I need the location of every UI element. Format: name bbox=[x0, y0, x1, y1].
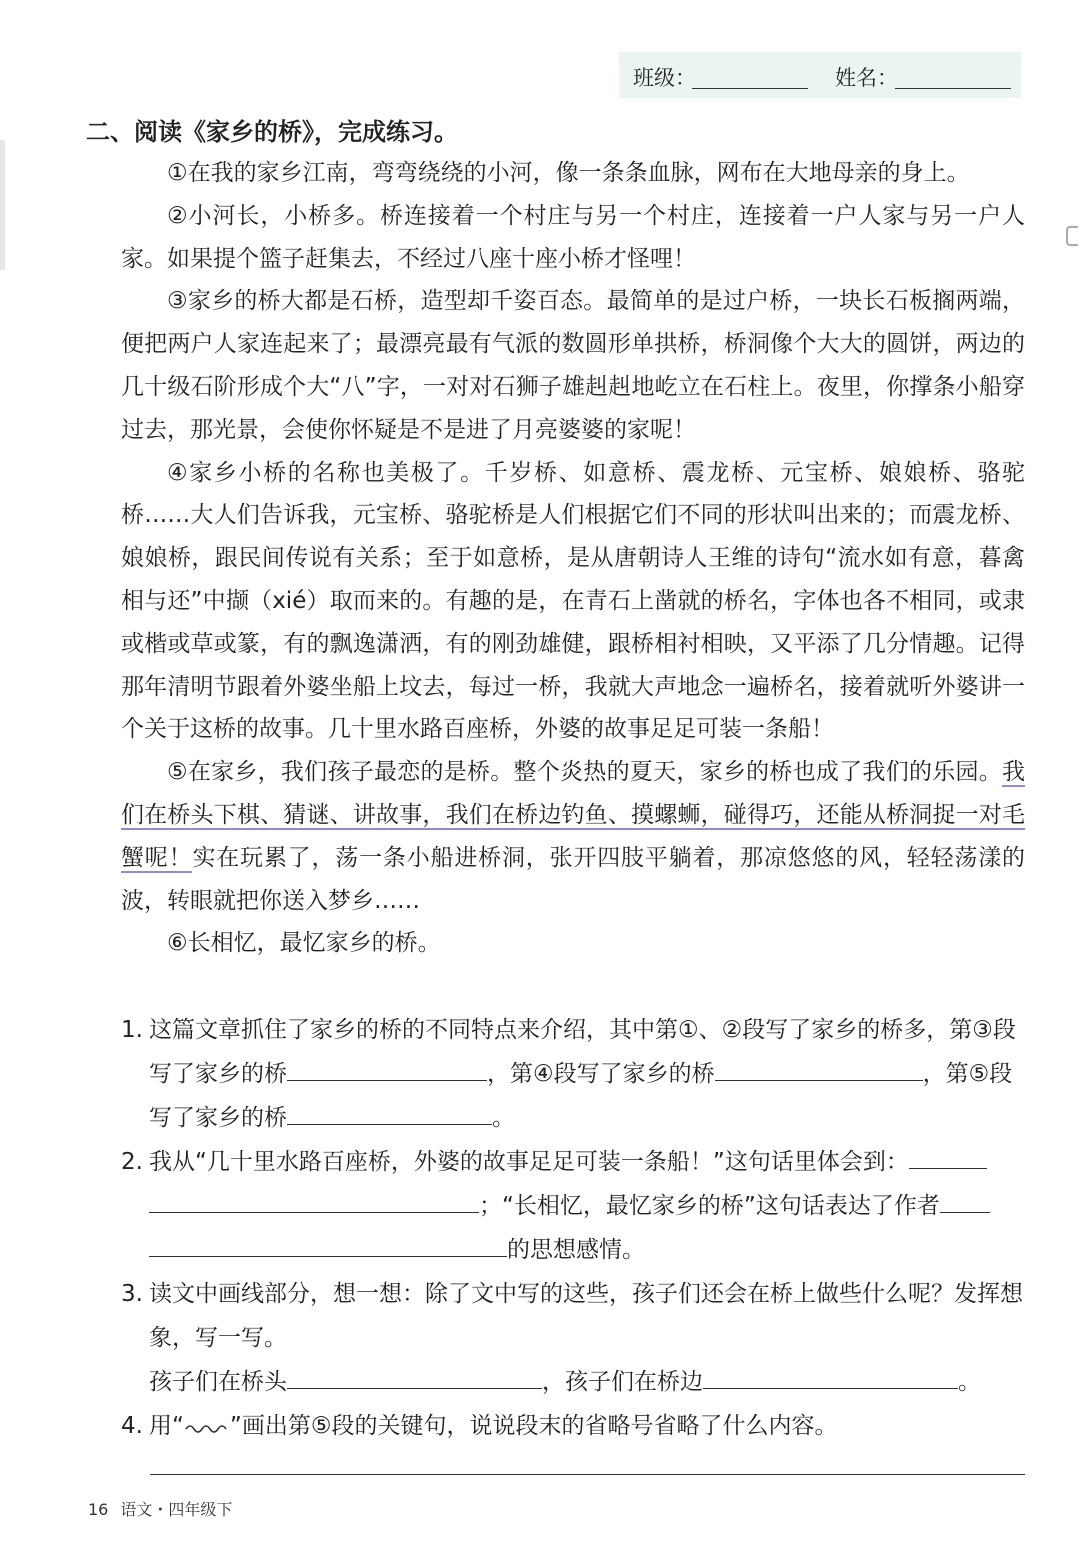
paragraph-5-end: 实在玩累了，荡一条小船进桥洞，张开四肢平躺着，那凉悠悠的风，轻轻荡漾的波，转眼就把你送入梦乡…… bbox=[121, 844, 1026, 914]
question-text: 的思想感情。 bbox=[507, 1237, 645, 1263]
wavy-line-icon bbox=[184, 1421, 230, 1435]
question-text: ”画出第⑤段的关键句，说说段末的省略号省略了什么内容。 bbox=[229, 1413, 838, 1439]
paragraph-5 bbox=[121, 751, 1025, 922]
question-text: ，第⑤段写了家乡的桥 bbox=[149, 1061, 1013, 1131]
question-text: 。 bbox=[958, 1369, 981, 1395]
question-text: 读文中画线部分，想一想：除了文中写的这些，孩子们还会在桥上做些什么呢？发挥想象，写一写。 bbox=[149, 1281, 1023, 1351]
question-number: 2. bbox=[121, 1149, 143, 1175]
answer-line[interactable] bbox=[150, 1474, 1025, 1475]
paragraph-2: ②小河长，小桥多。桥连接着一个村庄与另一个村庄，连接着一户人家与另一户人家。如果提个篮子赶集去，不经过八座十座小桥才怪哩！ bbox=[121, 202, 1025, 272]
answer-blank[interactable] bbox=[287, 1368, 542, 1389]
answer-blank[interactable] bbox=[715, 1060, 923, 1081]
question-text: ；“长相忆，最忆家乡的桥”这句话表达了作者 bbox=[479, 1193, 940, 1219]
question-number: 4. bbox=[121, 1413, 143, 1439]
name-field[interactable] bbox=[895, 88, 1011, 89]
answer-blank[interactable] bbox=[909, 1148, 987, 1169]
question-number: 1. bbox=[121, 1017, 143, 1043]
question-1 bbox=[121, 1008, 1025, 1140]
book-subject: 语文・四年级下 bbox=[120, 1500, 233, 1519]
class-label: 班级： bbox=[633, 66, 696, 90]
binding-mark bbox=[1066, 226, 1078, 246]
question-text: 。 bbox=[492, 1105, 515, 1131]
paragraph-4: ④家乡小桥的名称也美极了。千岁桥、如意桥、震龙桥、元宝桥、娘娘桥、骆驼桥……大人们告诉我，元宝桥、骆驼桥是人们根据它们不同的形状叫出来的；而震龙桥、娘娘桥，跟民间传说有关系；至于如意桥，是从唐朝诗人王维的诗句“流水如有意，暮禽相与还”中撷（xié）取而来的。有趣的是，在青石上凿就的桥名，字体也各不相同，或隶或楷或草或篆，有的飘逸潇洒，有的刚劲雄健，跟桥相衬相映，又平添了几分情趣。记得那年清明节跟着外婆坐船上坟去，每过一桥，我就大声地念一遍桥名，接着就听外婆讲一个关于这桥的故事。几十里水路百座桥，外婆的故事足足可装一条船！ bbox=[121, 459, 1025, 743]
answer-blank[interactable] bbox=[940, 1192, 990, 1213]
underlined-sentence: 我们在桥头下棋、猜谜、讲故事，我们在桥边钓鱼、摸螺蛳，碰得巧，还能从桥洞捉一对毛蟹呢！ bbox=[121, 759, 1025, 871]
section-title: 二、阅读《家乡的桥》，完成练习。 bbox=[86, 118, 458, 146]
question-text: 我从“几十里水路百座桥，外婆的故事足足可装一条船！”这句话里体会到： bbox=[149, 1149, 909, 1175]
question-3 bbox=[121, 1272, 1025, 1404]
paragraph-3: ③家乡的桥大都是石桥，造型却千姿百态。最简单的是过户桥，一块长石板搁两端，便把两户人家连起来了；最漂亮最有气派的数圆形单拱桥，桥洞像个大大的圆饼，两边的几十级石阶形成个大“八”字，一对对石狮子雄赳赳地屹立在石柱上。夜里，你撑条小船穿过去，那光景，会使你怀疑是不是进了月亮婆婆的家呢！ bbox=[121, 288, 1025, 443]
answer-blank[interactable] bbox=[149, 1236, 507, 1257]
answer-blank[interactable] bbox=[287, 1060, 487, 1081]
question-4 bbox=[121, 1404, 1025, 1448]
answer-blank[interactable] bbox=[287, 1104, 492, 1125]
question-text: 孩子们在桥头 bbox=[149, 1369, 287, 1395]
question-text: 这篇文章抓住了家乡的桥的不同特点来介绍，其中第①、②段写了家乡的桥多，第③段写了家乡的桥 bbox=[149, 1017, 1016, 1087]
student-info-box bbox=[619, 52, 1021, 98]
answer-blank[interactable] bbox=[703, 1368, 958, 1389]
reading-passage bbox=[121, 152, 1025, 965]
paragraph-6: ⑥长相忆，最忆家乡的桥。 bbox=[167, 930, 441, 957]
class-field[interactable] bbox=[692, 88, 808, 89]
paragraph-1: ①在我的家乡江南，弯弯绕绕的小河，像一条条血脉，网布在大地母亲的身上。 bbox=[167, 160, 970, 186]
question-number: 3. bbox=[121, 1281, 143, 1307]
name-label: 姓名： bbox=[835, 66, 898, 90]
question-text: ，第④段写了家乡的桥 bbox=[487, 1061, 715, 1087]
page-footer bbox=[88, 1497, 232, 1520]
page-number: 16 bbox=[88, 1500, 109, 1519]
page-edge-shadow bbox=[0, 140, 5, 270]
question-text: ，孩子们在桥边 bbox=[542, 1369, 703, 1395]
paragraph-5-start: ⑤在家乡，我们孩子最恋的是桥。整个炎热的夏天，家乡的桥也成了我们的乐园。 bbox=[167, 759, 1002, 786]
question-2 bbox=[121, 1140, 1025, 1272]
questions bbox=[121, 1008, 1025, 1448]
question-text: 用“ bbox=[149, 1413, 184, 1439]
answer-blank[interactable] bbox=[149, 1192, 479, 1213]
